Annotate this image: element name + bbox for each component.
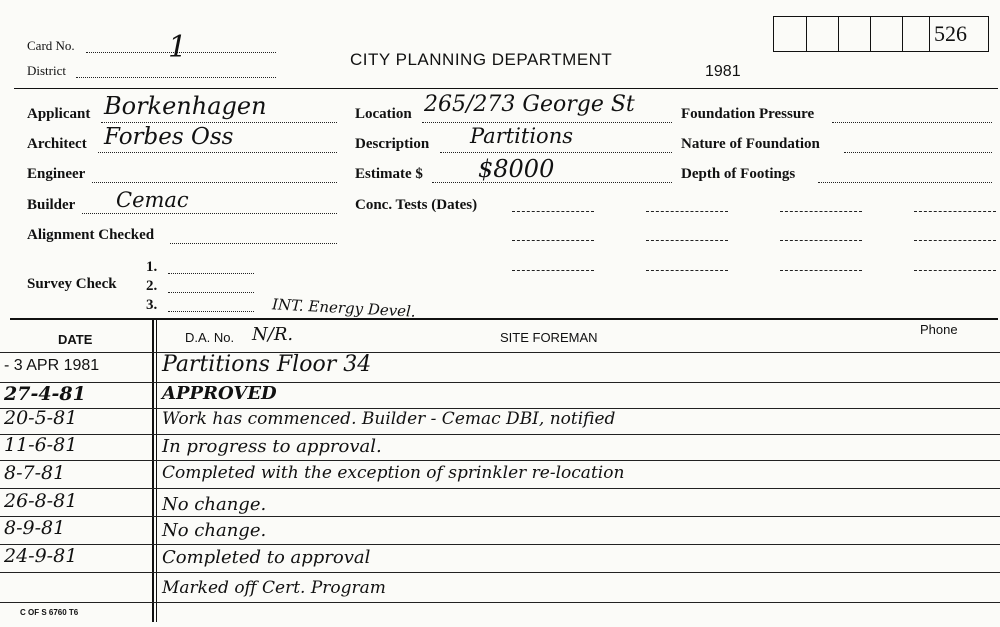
survey-check-label: Survey Check	[27, 276, 117, 292]
architect-value: Forbes Oss	[104, 124, 234, 150]
card-no-label: Card No.	[27, 38, 75, 53]
log-entry: No change.	[162, 494, 267, 515]
log-entry: Completed to approval	[162, 547, 371, 568]
da-no-value: N/R.	[252, 324, 294, 345]
survey-item-3: 3.	[146, 297, 158, 313]
log-entry: In progress to approval.	[162, 436, 382, 457]
log-date: 20-5-81	[4, 407, 78, 429]
location-label: Location	[355, 106, 412, 122]
page-title: CITY PLANNING DEPARTMENT	[350, 50, 613, 69]
location-value: 265/273 George St	[424, 92, 635, 117]
log-entry: No change.	[162, 520, 267, 541]
log-entry: Partitions Floor 34	[162, 352, 372, 377]
nature-of-foundation-label: Nature of Foundation	[681, 136, 820, 152]
log-date: 27-4-81	[4, 383, 86, 405]
depth-of-footings-label: Depth of Footings	[681, 166, 796, 182]
log-date: 11-6-81	[4, 434, 78, 456]
log-entry: APPROVED	[162, 383, 277, 404]
estimate-label: Estimate $	[355, 166, 423, 182]
description-value: Partitions	[470, 124, 574, 148]
architect-label: Architect	[27, 136, 87, 152]
applicant-label: Applicant	[27, 106, 91, 122]
da-no-label: D.A. No.	[185, 330, 235, 345]
foundation-pressure-label: Foundation Pressure	[681, 106, 815, 122]
estimate-value: $8000	[478, 155, 555, 183]
log-date: 8-7-81	[4, 462, 66, 484]
applicant-value: Borkenhagen	[104, 92, 267, 120]
log-date: 26-8-81	[4, 490, 78, 512]
engineer-label: Engineer	[27, 166, 86, 182]
survey-item-2: 2.	[146, 278, 158, 294]
survey-note: INT. Energy Devel.	[271, 295, 417, 321]
builder-value: Cemac	[116, 188, 189, 212]
district-label: District	[27, 63, 66, 78]
card-no-value: 1	[168, 30, 188, 65]
log-entry: Marked off Cert. Program	[162, 578, 386, 598]
log-entry: Completed with the exception of sprinkler re-location	[162, 463, 625, 483]
description-label: Description	[355, 136, 430, 152]
phone-header: Phone	[920, 322, 958, 337]
log-date: 8-9-81	[4, 517, 66, 539]
year: 1981	[705, 63, 741, 80]
builder-label: Builder	[27, 197, 76, 213]
form-code: C OF S 6760 T6	[20, 608, 79, 617]
log-date: - 3 APR 1981	[4, 357, 100, 374]
conc-tests-label: Conc. Tests (Dates)	[355, 197, 478, 213]
survey-item-1: 1.	[146, 259, 158, 275]
log-date: 24-9-81	[4, 545, 78, 567]
file-number: 526	[934, 21, 967, 46]
site-foreman-header: SITE FOREMAN	[500, 330, 598, 345]
alignment-label: Alignment Checked	[27, 227, 155, 243]
date-header: DATE	[58, 332, 93, 347]
log-entry: Work has commenced. Builder - Cemac DBI, notified	[162, 409, 616, 429]
file-number-boxes	[773, 16, 989, 52]
